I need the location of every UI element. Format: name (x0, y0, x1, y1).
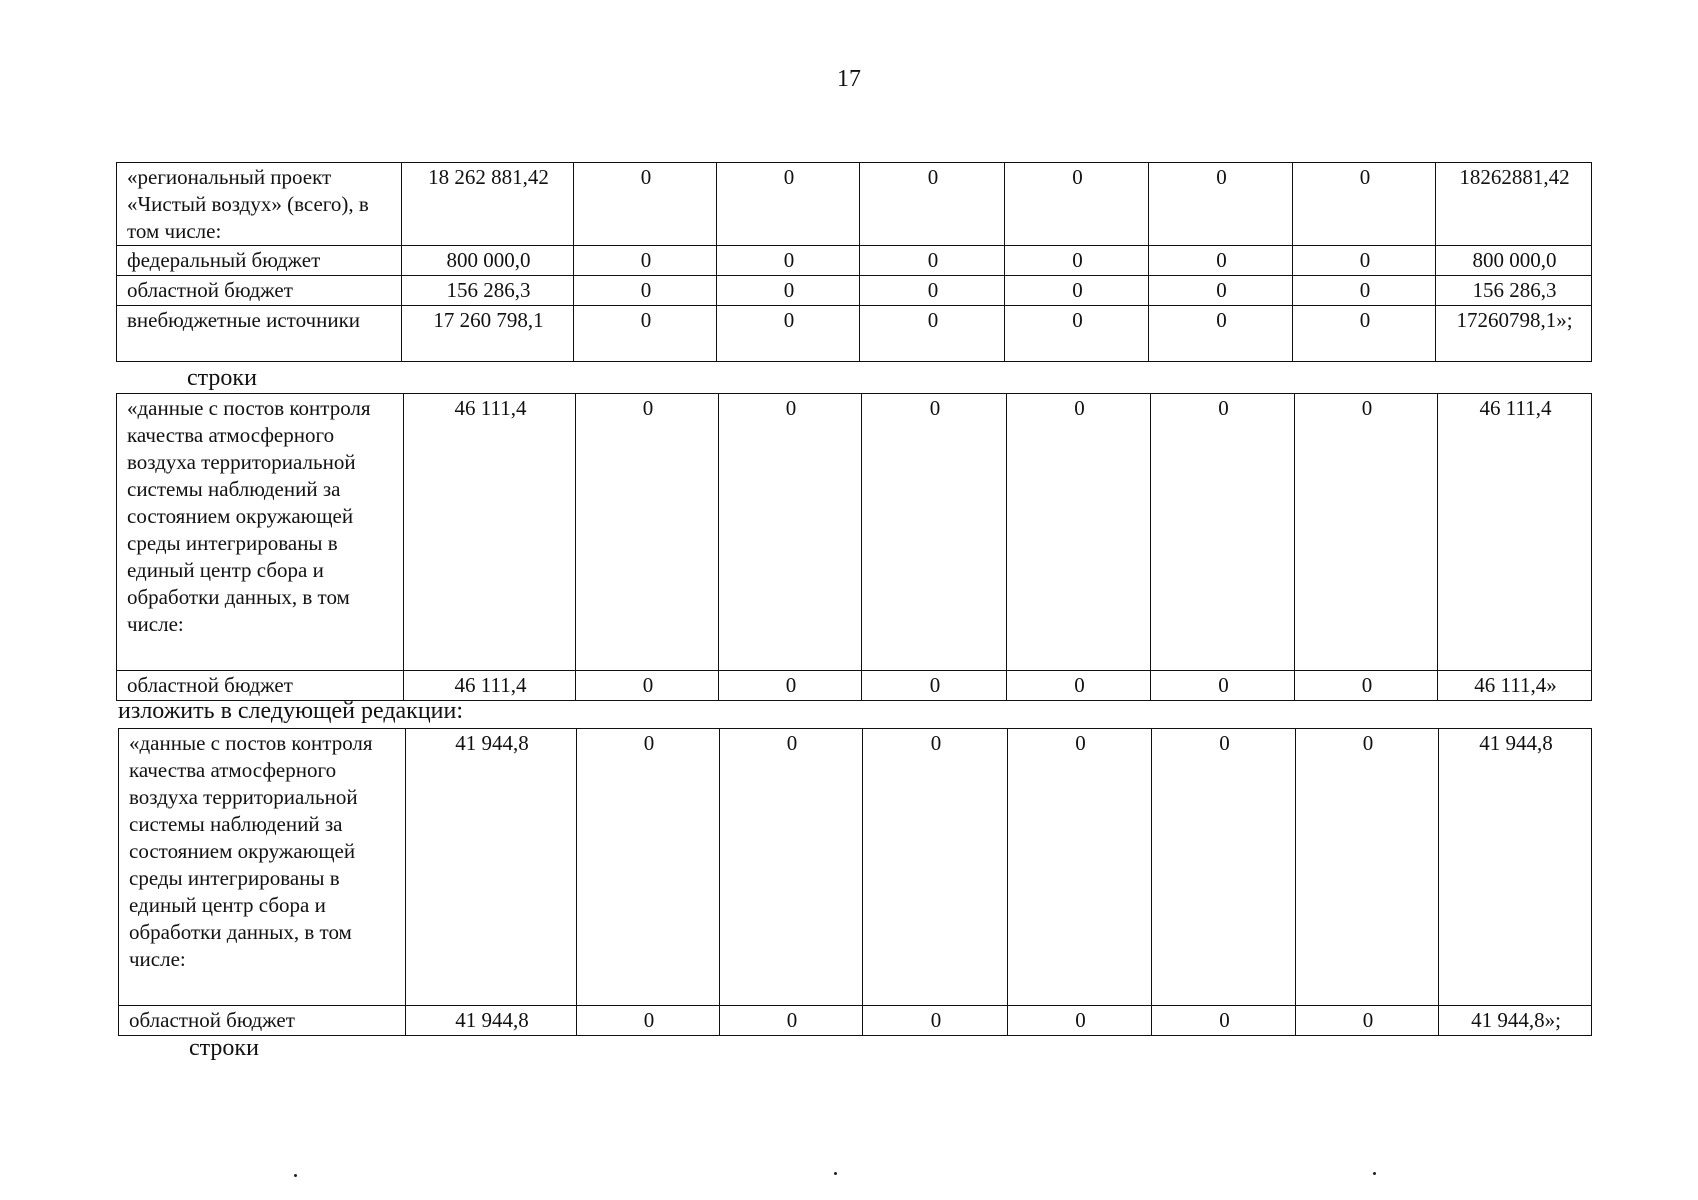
regional-project-table (116, 162, 1592, 362)
total-cell: 41 944,8»; (1439, 1006, 1592, 1036)
value-cell: 0 (860, 246, 1005, 276)
total-cell: 18262881,42 (1436, 163, 1592, 246)
row-label: областной бюджет (117, 671, 404, 701)
value-cell: 0 (1149, 246, 1293, 276)
value-cell: 0 (1005, 163, 1149, 246)
value-cell: 0 (1008, 729, 1152, 1006)
value-cell: 0 (1005, 246, 1149, 276)
caption-rows-next: строки (189, 1035, 259, 1061)
value-cell: 0 (719, 671, 862, 701)
value-cell: 0 (576, 671, 719, 701)
value-cell: 0 (1149, 276, 1293, 306)
value-cell: 0 (717, 163, 860, 246)
total-cell: 17260798,1»; (1436, 306, 1592, 362)
row-label: «данные с постов контроля качества атмосферного воздуха территориальной системы наблюдений за состоянием окружающей среды интегрированы в единый центр сбора и обработки данных, в том числе: (117, 394, 404, 671)
value-cell: 0 (1296, 1006, 1439, 1036)
table-row (117, 306, 1592, 362)
value-cell: 0 (574, 246, 717, 276)
value-cell: 0 (576, 394, 719, 671)
value-cell: 0 (720, 729, 863, 1006)
value-cell: 0 (1149, 163, 1293, 246)
monitoring-posts-new-table (118, 728, 1592, 1036)
total-cell: 46 111,4» (1438, 671, 1592, 701)
value-cell: 0 (717, 306, 860, 362)
value-cell: 0 (863, 729, 1008, 1006)
table-row (117, 246, 1592, 276)
value-cell: 0 (717, 246, 860, 276)
scan-speck (1373, 1172, 1376, 1175)
value-cell: 0 (1295, 394, 1438, 671)
value-cell: 0 (862, 671, 1007, 701)
value-cell: 0 (577, 729, 720, 1006)
value-cell: 46 111,4 (404, 394, 576, 671)
value-cell: 0 (717, 276, 860, 306)
value-cell: 46 111,4 (404, 671, 576, 701)
value-cell: 0 (1151, 394, 1295, 671)
value-cell: 0 (1293, 163, 1436, 246)
scan-speck (834, 1172, 837, 1175)
value-cell: 0 (1005, 306, 1149, 362)
value-cell: 0 (1293, 246, 1436, 276)
row-label: областной бюджет (119, 1006, 406, 1036)
caption-new-wording: изложить в следующей редакции: (118, 698, 464, 724)
table-row (117, 163, 1592, 246)
value-cell: 0 (577, 1006, 720, 1036)
table-row (117, 394, 1592, 671)
value-cell: 0 (1007, 671, 1151, 701)
value-cell: 800 000,0 (402, 246, 574, 276)
value-cell: 0 (1152, 729, 1296, 1006)
value-cell: 0 (720, 1006, 863, 1036)
value-cell: 156 286,3 (402, 276, 574, 306)
row-label: «данные с постов контроля качества атмосферного воздуха территориальной системы наблюдений за состоянием окружающей среды интегрированы в единый центр сбора и обработки данных, в том числе: (119, 729, 406, 1006)
value-cell: 0 (860, 276, 1005, 306)
value-cell: 0 (574, 306, 717, 362)
value-cell: 41 944,8 (406, 729, 577, 1006)
value-cell: 0 (574, 276, 717, 306)
row-label: «региональный проект «Чистый воздух» (всего), в том числе: (117, 163, 402, 246)
total-cell: 41 944,8 (1439, 729, 1592, 1006)
row-label: внебюджетные источники (117, 306, 402, 362)
value-cell: 0 (1151, 671, 1295, 701)
value-cell: 0 (1152, 1006, 1296, 1036)
total-cell: 800 000,0 (1436, 246, 1592, 276)
value-cell: 18 262 881,42 (402, 163, 574, 246)
row-label: федеральный бюджет (117, 246, 402, 276)
row-label: областной бюджет (117, 276, 402, 306)
value-cell: 0 (1293, 276, 1436, 306)
caption-rows: строки (187, 365, 257, 391)
value-cell: 0 (1007, 394, 1151, 671)
value-cell: 0 (860, 306, 1005, 362)
value-cell: 0 (863, 1006, 1008, 1036)
value-cell: 0 (1005, 276, 1149, 306)
value-cell: 0 (1295, 671, 1438, 701)
value-cell: 41 944,8 (406, 1006, 577, 1036)
value-cell: 0 (862, 394, 1007, 671)
monitoring-posts-old-table (116, 393, 1592, 701)
value-cell: 0 (1293, 306, 1436, 362)
table-row (117, 276, 1592, 306)
value-cell: 0 (860, 163, 1005, 246)
total-cell: 46 111,4 (1438, 394, 1592, 671)
scan-speck (294, 1174, 297, 1177)
table-row (119, 729, 1592, 1006)
value-cell: 0 (1008, 1006, 1152, 1036)
total-cell: 156 286,3 (1436, 276, 1592, 306)
value-cell: 0 (719, 394, 862, 671)
value-cell: 0 (1296, 729, 1439, 1006)
value-cell: 0 (1149, 306, 1293, 362)
value-cell: 0 (574, 163, 717, 246)
table-row (119, 1006, 1592, 1036)
table-row (117, 671, 1592, 701)
value-cell: 17 260 798,1 (402, 306, 574, 362)
page-number: 17 (837, 66, 861, 92)
